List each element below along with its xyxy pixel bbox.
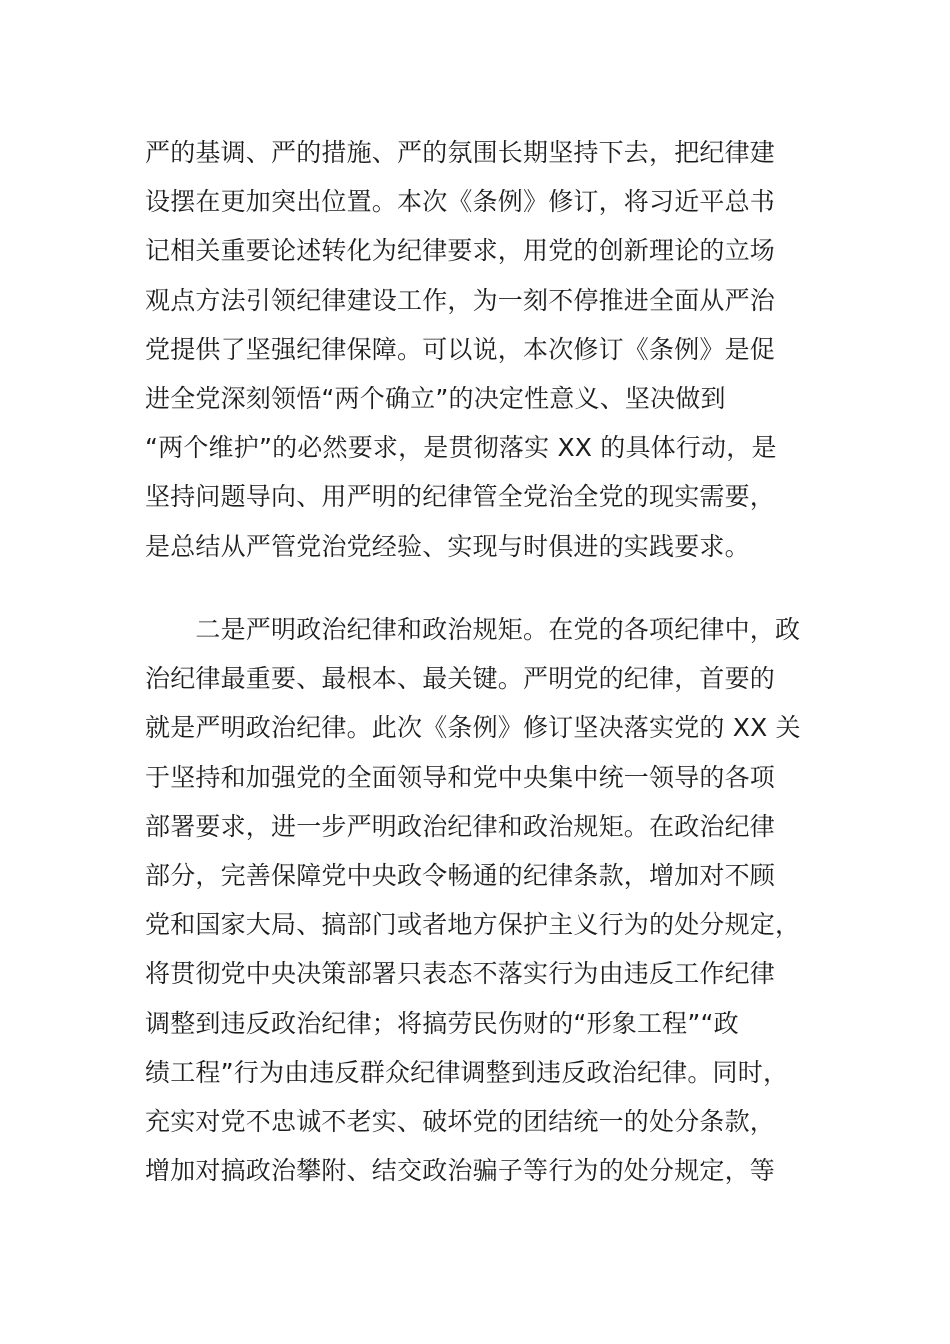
- text-line: 增加对搞政治攀附、结交政治骗子等行为的处分规定，等: [145, 1156, 776, 1186]
- text-line: 党提供了坚强纪律保障。可以说，本次修订《条例》是促: [145, 334, 776, 364]
- text-line: 治纪律最重要、最根本、最关键。严明党的纪律，首要的: [145, 664, 776, 694]
- text-line: 党和国家大局、搞部门或者地方保护主义行为的处分规定，: [145, 910, 801, 940]
- text-line: 充实对党不忠诚不老实、破坏党的团结统一的处分条款，: [145, 1106, 776, 1136]
- text-line: 绩工程”行为由违反群众纪律调整到违反政治纪律。同时，: [145, 1057, 789, 1087]
- text-line: 部署要求，进一步严明政治纪律和政治规矩。在政治纪律: [145, 811, 776, 841]
- text-line: 将贯彻党中央决策部署只表态不落实行为由违反工作纪律: [145, 959, 776, 989]
- text-line: 设摆在更加突出位置。本次《条例》修订，将习近平总书: [145, 187, 776, 217]
- text-line: 就是严明政治纪律。此次《条例》修订坚决落实党的 XX 关: [145, 713, 801, 743]
- paragraph-1: [145, 128, 810, 571]
- paragraph-2: [145, 605, 810, 1195]
- text-line: 记相关重要论述转化为纪律要求，用党的创新理论的立场: [145, 236, 776, 266]
- text-line: 二是严明政治纪律和政治规矩。在党的各项纪律中，政: [145, 615, 801, 644]
- text-line: 部分，完善保障党中央政令畅通的纪律条款，增加对不顾: [145, 860, 776, 890]
- text-line: “两个维护”的必然要求，是贯彻落实 XX 的具体行动，是: [145, 433, 777, 463]
- text-line: 进全党深刻领悟“两个确立”的决定性意义、坚决做到: [145, 383, 726, 413]
- text-line: 严的基调、严的措施、严的氛围长期坚持下去，把纪律建: [145, 138, 776, 167]
- text-line: 观点方法引领纪律建设工作，为一刻不停推进全面从严治: [145, 285, 776, 315]
- text-line: 坚持问题导向、用严明的纪律管全党治全党的现实需要，: [145, 482, 776, 512]
- text-line: 于坚持和加强党的全面领导和党中央集中统一领导的各项: [145, 762, 776, 792]
- text-line: 调整到违反政治纪律；将搞劳民伤财的“形象工程”“政: [145, 1008, 739, 1038]
- text-line: 是总结从严管党治党经验、实现与时俱进的实践要求。: [145, 531, 750, 561]
